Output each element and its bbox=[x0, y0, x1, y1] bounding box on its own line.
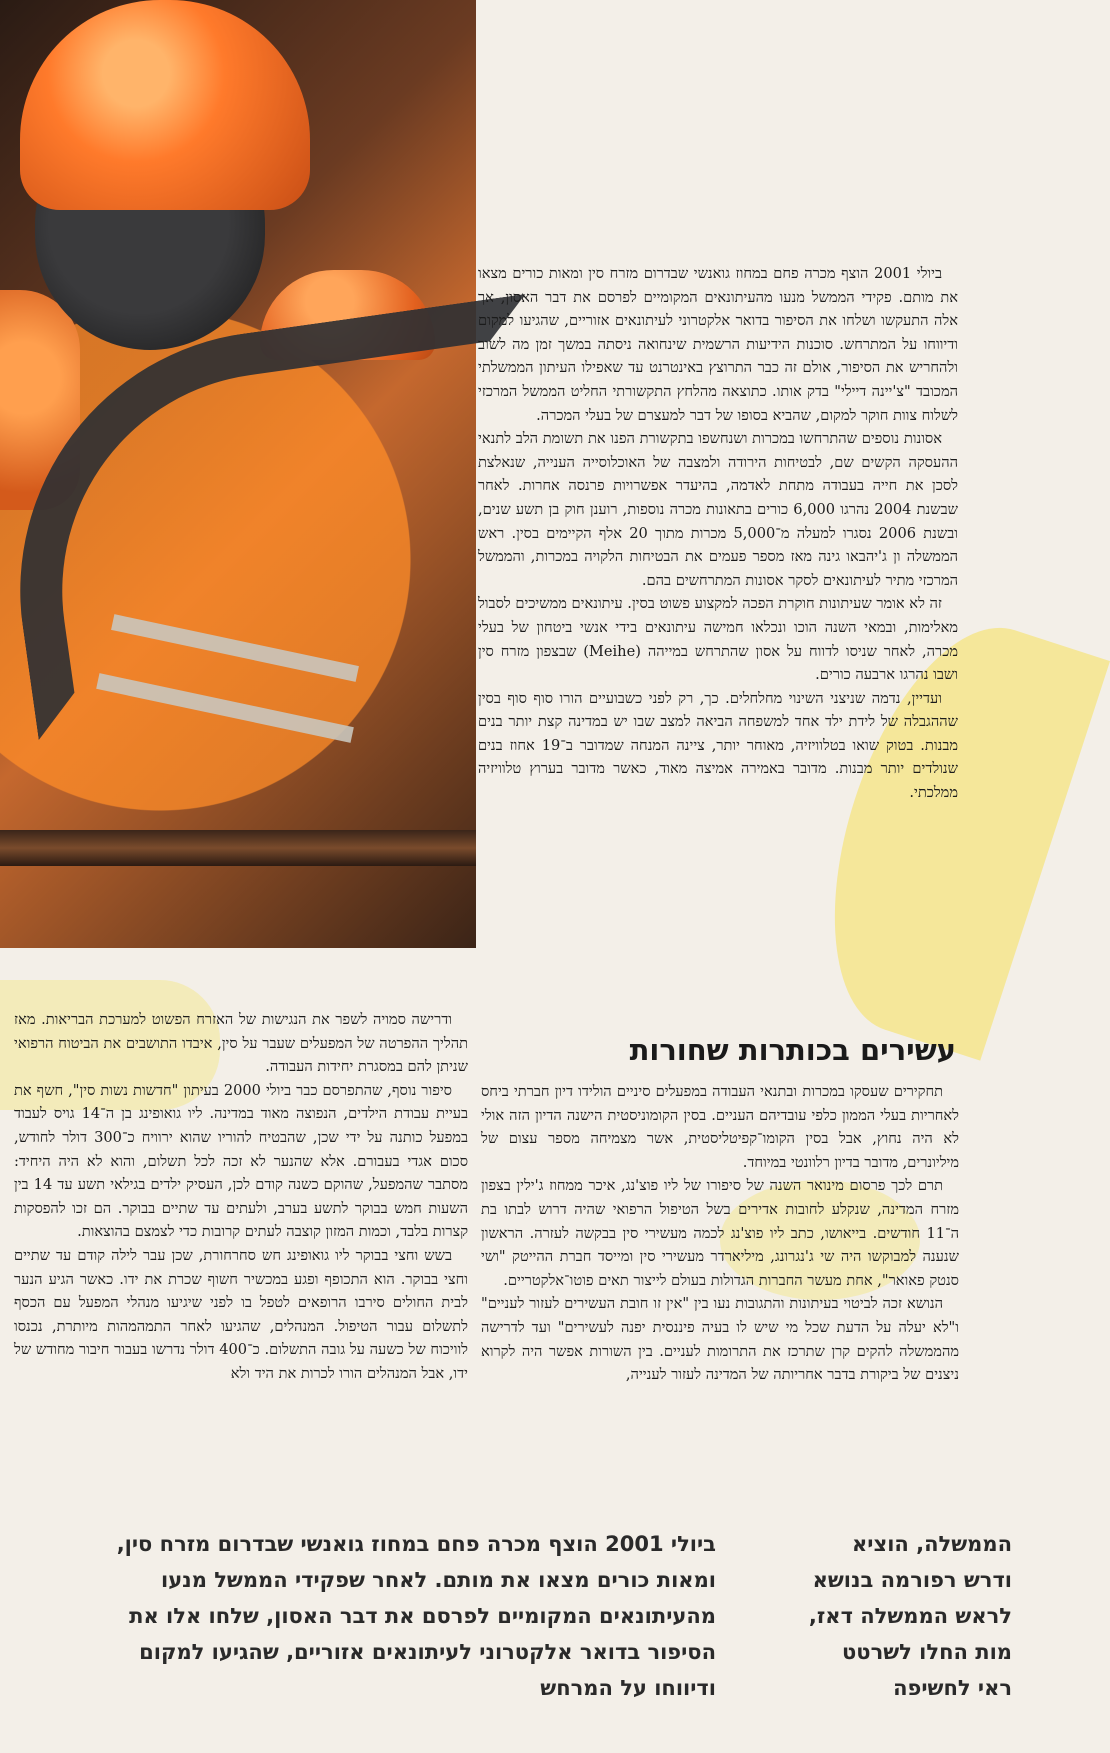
pull-quote-line: מהעיתונאים המקומיים לפרסם את דבר האסון, שלחו אלו את bbox=[129, 1604, 716, 1628]
article-column-top bbox=[478, 262, 958, 805]
paragraph: הנושא זכה לביטוי בעיתונות והתגובות נעו בין "אין זו חובת העשירים לעזור לעניים" ו"לא יעלה על הדעת שכל מי שיש לו בעיה פיננסית יפנה לעשירים" ועד לדרישה מהממשלה להקים קרן שתרכז את התרומות לעניים. בין השורות אפשר היה לקרוא ניצנים של ביקורת בדבר אחריותה של המדינה לעזור לענייה, bbox=[481, 1295, 959, 1384]
pull-quote-line: מות החלו לשרטט bbox=[842, 1640, 1012, 1664]
paragraph: תרם לכך פרסום מינואר השנה של סיפורו של ליו פוצ'נג, איכר ממחוז ג'ילין בצפון מזרח המדינה, שנקלע לחובות אדירים בשל הטיפול הרפואי שהיה דרוש לבתו בת ה־11 חודשים. בייאושו, כתב ליו פוצ'נג לכמה מעשירי סין בבקשה לעזרה. הראשון שנענה למבוקשו היה שי ג'נגרונג, מיליארדר מעשירי סין ומייסד חברת ההייטק "ושי סנטק פאואר", אחת מעשר החברות הגדולות בעולם לייצור תאים פוטו־אלקטריים. bbox=[481, 1177, 959, 1289]
paragraph: זה לא אומר שעיתונות חוקרת הפכה למקצוע פשוט בסין. עיתונאים ממשיכים לסבול מאלימות, ובמאי השנה הוכו ונכלאו חמישה עיתונאים בידי אנשי ביטחון של בעלי מכרה, לאחר שניסו לדווח על אסון שהתרחש במייהה (Meihe) שבצפון מזרח סין ושבו נהרגו ארבעה כורים. bbox=[477, 595, 958, 684]
paragraph: סיפור נוסף, שהתפרסם כבר ביולי 2000 בעיתון "חדשות נשות סין", חשף את בעיית עבודת הילדים, הנפוצה מאוד במדינה. ליו גואופינג בן ה־14 גויס לעבוד במפעל כותנה על ידי שכן, שהבטיח להוריו שהוא ירוויח כ־300 דולר לחודש, סכום אגדי בעבורם. אלא שהנער לא זכה לכל תשלום, והוא לא היה היחיד: מסתבר שהמפעל, שהוקם כשנה קודם לכן, העסיק ילדים בגילאי תשע עד 14 בין השעות חמש בבוקר לתשע בערב, ולעתים עד שתיים בבוקר. הם זכו להפסקות קצרות בלבד, וכמות המזון קוצבה לעתים קרובות כדי לצמצם בהוצאות. bbox=[14, 1081, 469, 1241]
mine-rail bbox=[0, 830, 476, 866]
pull-quote-line: לראש הממשלה דאז, bbox=[808, 1604, 1012, 1628]
paragraph: ועדיין, נדמה שניצני השינוי מחלחלים. כך, רק לפני כשבועיים הורו סוף סוף בסין שההגבלה של לידת ילד אחד למשפחה הביאה למצב שבו יש במדינה קצת יותר בנים מבנות. בטוק שואו בטלוויזיה, מאוחר יותר, ציינה המנחה שמדובר ב־19 אחוז בנים שנולדים יותר מבנות. מדובר באמירה אמיצה מאוד, כאשר מדובר בערוץ טלוויזיה ממלכתי. bbox=[478, 689, 958, 802]
pull-quote-line: ודיווחו על המרחש bbox=[540, 1676, 716, 1700]
paragraph: תחקירים שעסקו במכרות ובתנאי העבודה במפעלים סיניים הולידו דיון חברתי ביחס לאחריות בעלי הממון כלפי עובדיהם העניים. בסין הקומוניסטית הישנה הדיון הזה אולי לא היה נחוץ, אבל בסין הקומו־קפיטליסטית, אשר מצמיחה מספר עצום של מיליונרים, מדובר בדיון רלוונטי במיוחד. bbox=[481, 1083, 959, 1171]
article-column-left bbox=[14, 1008, 468, 1386]
paragraph: ביולי 2001 הוצף מכרה פחם במחוז גואנשי שבדרום מזרח סין ומאות כורים מצאו את מותם. פקידי הממשל מנעו מהעיתונאים המקומיים לפרסם את דבר האסון, אך אלה התעקשו ושלחו את הסיפור בדואר אלקטרוני לעיתונאים אזוריים, שהגיעו למקום ודיווחו על המתרחש. סוכנות הידיעות הרשמית שינחואה ניסתה במשך זמן מה לשוב ולהחריש את הסיפור, אולם זה כבר התרוצץ באינטרנט עד שאפילו העיתון הממשלתי המכובד "צ'יינה דיילי" בדק אותו. כתוצאה מהלחץ התקשורתי החליט הממשל המרכזי לשלוח צוות חוקר למקום, שהביא בסופו של דבר למעצרם של בעלי המכרה. bbox=[478, 265, 958, 424]
paragraph: אסונות נוספים שהתרחשו במכרות ושנחשפו בתקשורת הפנו את תשומת הלב לתנאי ההעסקה הקשים שם, לבטיחות הירודה ולמצבה של האוכלוסייה הענייה, שנאלצת לסכן את חייה בעבודה מתחת לאדמה, בהיעדר אפשרויות פרנסה אחרות. לאחר שבשנת 2004 נהרגו 6,000 כורים בתאונות מכרה נוספות, רוענן חוק בן תשע שנים, ובשנת 2006 נסגרו למעלה מ־5,000 מכרות מתוך 20 אלף הקיימים בסין. ראש הממשלה ון ג'יהבאו גינה מאז מספר פעמים את הבטיחות הלקויה במכרות, והממשל המרכזי מתיר לעיתונאים לסקר אסונות המתרחשים בהם. bbox=[478, 430, 958, 589]
miner-helmet bbox=[20, 0, 310, 210]
pull-quote-line: ומאות כורים מצאו את מותם. לאחר שפקידי הממשל מנעו bbox=[160, 1568, 716, 1592]
pull-quote-line: הממשלה, הוציא bbox=[852, 1532, 1012, 1556]
coal-miner-photo bbox=[0, 0, 476, 948]
pull-quote bbox=[26, 1526, 716, 1706]
paragraph: בשש וחצי בבוקר ליו גואופינג חש סחרחורת, שכן עבר לילה קודם עד שתיים וחצי בבוקר. הוא התכופף ופגע במכשיר חשוף שכרת את ידו. כאשר הגיע הנער לבית החולים סירבו הרופאים לטפל בו לפני שיגיעו מנהלי המפעל עם הכסף לתשלום עבור הטיפול. המנהלים, שהגיעו לאחר התמהמהות מיותרת, נכנסו לוויכוח של כשעה על גובה התשלום. כ־400 דולר נדרשו בעבור חיבור מחודש של ידו, אבל המנהלים הורו לכרות את היד ולא bbox=[14, 1246, 468, 1382]
pull-quote-line: ודרש רפורמה בנושא bbox=[812, 1568, 1012, 1592]
cropped-pull-quote bbox=[742, 1526, 1012, 1746]
article-column-right bbox=[481, 1080, 959, 1387]
pull-quote-line: ראי לחשיפה bbox=[893, 1676, 1012, 1700]
section-subheading: עשירים בכותרות שחורות bbox=[629, 1033, 956, 1067]
pull-quote-line: הסיפור בדואר אלקטרוני לעיתונאים אזוריים, שהגיעו למקום bbox=[139, 1640, 716, 1664]
paragraph: ודרישה סמויה לשפר את הנגישות של האזרח הפשוט למערכת הבריאות. מאז תהליך ההפרטה של המפעלים שעבר על סין, איבדו התושבים את הביטוח הרפואי שניתן להם במסגרת יחידות העבודה. bbox=[14, 1011, 468, 1076]
pull-quote-line: ביולי 2001 הוצף מכרה פחם במחוז גואנשי שבדרום מזרח סין, bbox=[116, 1532, 716, 1556]
